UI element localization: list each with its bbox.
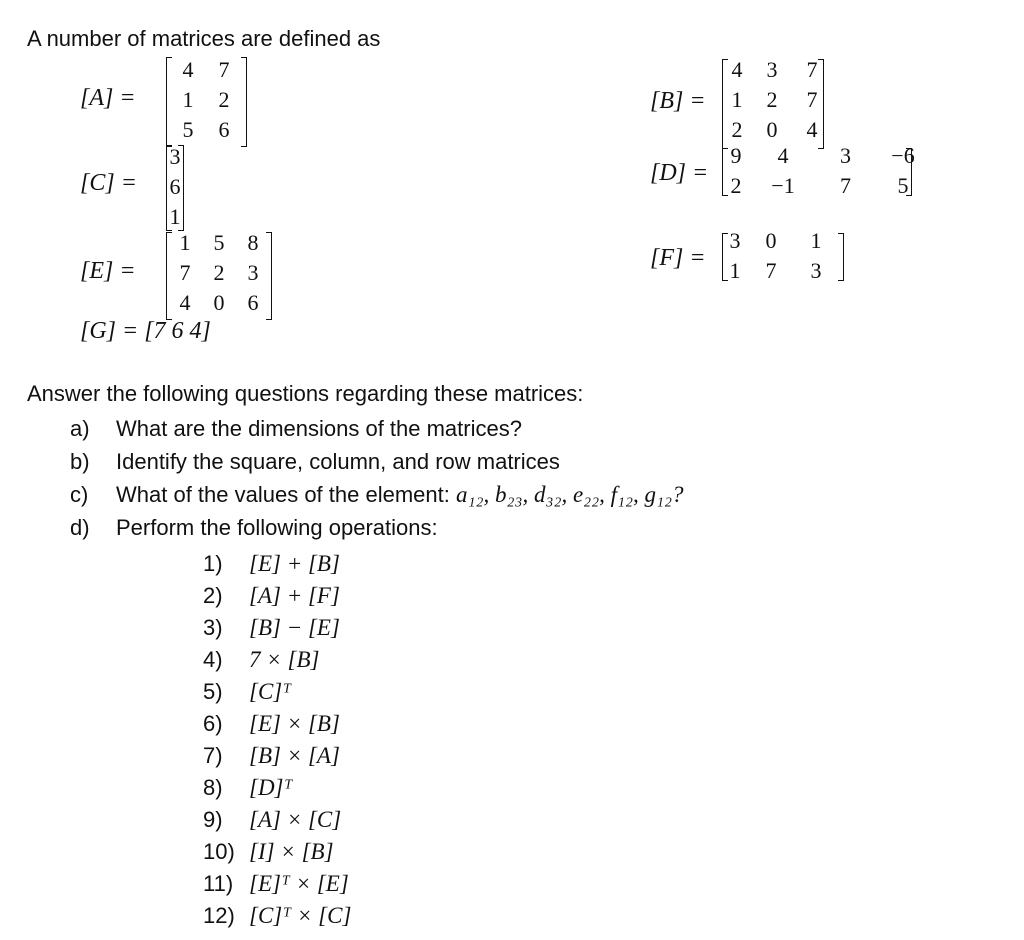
matrix-f-grid — [724, 226, 836, 286]
operation-expression: [A] + [F] — [249, 583, 340, 608]
matrix-e-cell: 1 — [179, 230, 191, 255]
matrix-a-label: [A] = — [80, 85, 136, 111]
matrix-e-cell: 3 — [247, 260, 259, 285]
matrix-d-label: [D] = — [650, 160, 709, 186]
matrix-e-cell: 7 — [179, 260, 191, 285]
matrix-d-grid — [724, 141, 933, 201]
matrix-d-cell: 4 — [777, 143, 789, 168]
matrix-b-cell: 4 — [731, 57, 743, 82]
operation-number: 10) — [203, 839, 235, 864]
matrix-f-cell: 1 — [810, 228, 822, 253]
matrix-e-grid — [168, 228, 270, 318]
matrix-c-label: [C] = — [80, 170, 137, 196]
operation-item — [203, 740, 351, 772]
matrix-f-cell: 3 — [729, 228, 741, 253]
question-d-letter: d) — [70, 515, 90, 540]
matrix-a-cell: 1 — [182, 87, 194, 112]
matrix-f-right-bracket — [838, 233, 844, 281]
matrix-d-right-bracket — [906, 148, 912, 196]
operation-expression: 7 × [B] — [249, 647, 320, 672]
matrix-a-grid — [170, 55, 242, 145]
operation-number: 11) — [203, 871, 234, 896]
matrix-f-cell: 3 — [810, 258, 822, 283]
question-a-text: What are the dimensions of the matrices? — [116, 416, 522, 441]
operation-item — [203, 612, 351, 644]
operation-expression: [B] − [E] — [249, 615, 340, 640]
operation-item — [203, 900, 351, 932]
matrix-b-cell: 0 — [766, 117, 778, 142]
operation-expression: [A] × [C] — [249, 807, 342, 832]
matrix-f-cell: 0 — [765, 228, 777, 253]
operation-number: 12) — [203, 903, 235, 928]
matrix-d-cell: 2 — [730, 173, 742, 198]
matrix-d-cell: −1 — [771, 173, 795, 198]
matrix-b-cell: 4 — [806, 117, 818, 142]
operation-number: 5) — [203, 679, 223, 704]
operation-number: 6) — [203, 711, 223, 736]
matrix-c-cell: 6 — [169, 174, 181, 199]
operation-item — [203, 708, 351, 740]
matrix-d-cell: −6 — [891, 143, 915, 168]
matrix-b-cell: 2 — [731, 117, 743, 142]
operation-expression: [C]ᵀ — [249, 679, 292, 704]
matrix-f-label: [F] = — [650, 245, 706, 271]
matrix-d-cell: 7 — [840, 173, 851, 198]
matrix-e-cell: 2 — [213, 260, 225, 285]
questions-prompt: Answer the following questions regarding these matrices: — [27, 381, 584, 406]
operation-number: 9) — [203, 807, 223, 832]
question-a — [70, 416, 522, 442]
operation-number: 4) — [203, 647, 223, 672]
operation-item — [203, 804, 351, 836]
matrix-c-cell: 1 — [169, 204, 181, 229]
matrix-e-cell: 5 — [213, 230, 225, 255]
operations-list — [203, 548, 351, 932]
matrix-a-cell: 2 — [218, 87, 230, 112]
matrix-a-right-bracket — [241, 57, 247, 147]
question-b-letter: b) — [70, 449, 90, 474]
matrix-f-cell: 1 — [729, 258, 741, 283]
question-b — [70, 449, 560, 475]
operation-expression: [E] × [B] — [249, 711, 340, 736]
operation-item — [203, 868, 351, 900]
operation-item — [203, 548, 351, 580]
matrix-b-grid — [722, 55, 832, 145]
operation-number: 3) — [203, 615, 223, 640]
matrix-d-cell: 3 — [840, 143, 851, 168]
operation-item — [203, 836, 351, 868]
matrix-c-cell: 3 — [169, 144, 181, 169]
intro-text: A number of matrices are defined as — [27, 26, 381, 51]
matrix-e-cell: 8 — [247, 230, 259, 255]
operation-expression: [C]ᵀ × [C] — [249, 903, 352, 928]
operation-expression: [I] × [B] — [249, 839, 334, 864]
operation-expression: [E]ᵀ × [E] — [249, 871, 349, 896]
matrix-b-cell: 7 — [806, 57, 818, 82]
matrix-d-cell: 5 — [897, 173, 909, 198]
matrix-f-cell: 7 — [765, 258, 777, 283]
matrix-b-cell: 2 — [766, 87, 778, 112]
question-b-text: Identify the square, column, and row matrices — [116, 449, 560, 474]
matrix-e-cell: 0 — [213, 290, 225, 315]
matrix-e-cell: 4 — [179, 290, 191, 315]
matrix-g: [G] = [7 6 4] — [80, 318, 211, 344]
operation-expression: [E] + [B] — [249, 551, 340, 576]
matrix-e-cell: 6 — [247, 290, 259, 315]
matrix-a-cell: 5 — [182, 117, 194, 142]
operation-item — [203, 772, 351, 804]
matrix-b-right-bracket — [818, 59, 824, 149]
matrix-b-cell: 1 — [731, 87, 743, 112]
question-c-text: What of the values of the element: — [116, 482, 450, 507]
operation-number: 2) — [203, 583, 223, 608]
matrix-c-right-bracket — [178, 145, 184, 231]
question-a-letter: a) — [70, 416, 90, 441]
matrix-e-right-bracket — [266, 232, 272, 320]
operation-expression: [B] × [A] — [249, 743, 340, 768]
matrix-a-cell: 6 — [218, 117, 230, 142]
matrix-b-label: [B] = — [650, 88, 706, 114]
operation-item — [203, 580, 351, 612]
question-c-elements: a₁₂, b₂₃, d₃₂, e₂₂, f₁₂, g₁₂? — [455, 482, 684, 507]
operation-number: 7) — [203, 743, 223, 768]
operation-number: 8) — [203, 775, 223, 800]
matrix-a-cell: 7 — [218, 57, 230, 82]
matrix-e-label: [E] = — [80, 258, 136, 284]
operation-item — [203, 676, 351, 708]
matrix-b-cell: 7 — [806, 87, 818, 112]
question-c-letter: c) — [70, 482, 89, 507]
matrix-d-cell: 9 — [730, 143, 742, 168]
question-d — [70, 515, 438, 541]
operation-expression: [D]ᵀ — [249, 775, 293, 800]
operation-number: 1) — [203, 551, 223, 576]
question-d-text: Perform the following operations: — [116, 515, 438, 540]
question-c — [70, 482, 684, 508]
operation-item — [203, 644, 351, 676]
matrix-a-cell: 4 — [182, 57, 194, 82]
matrix-b-cell: 3 — [766, 57, 778, 82]
